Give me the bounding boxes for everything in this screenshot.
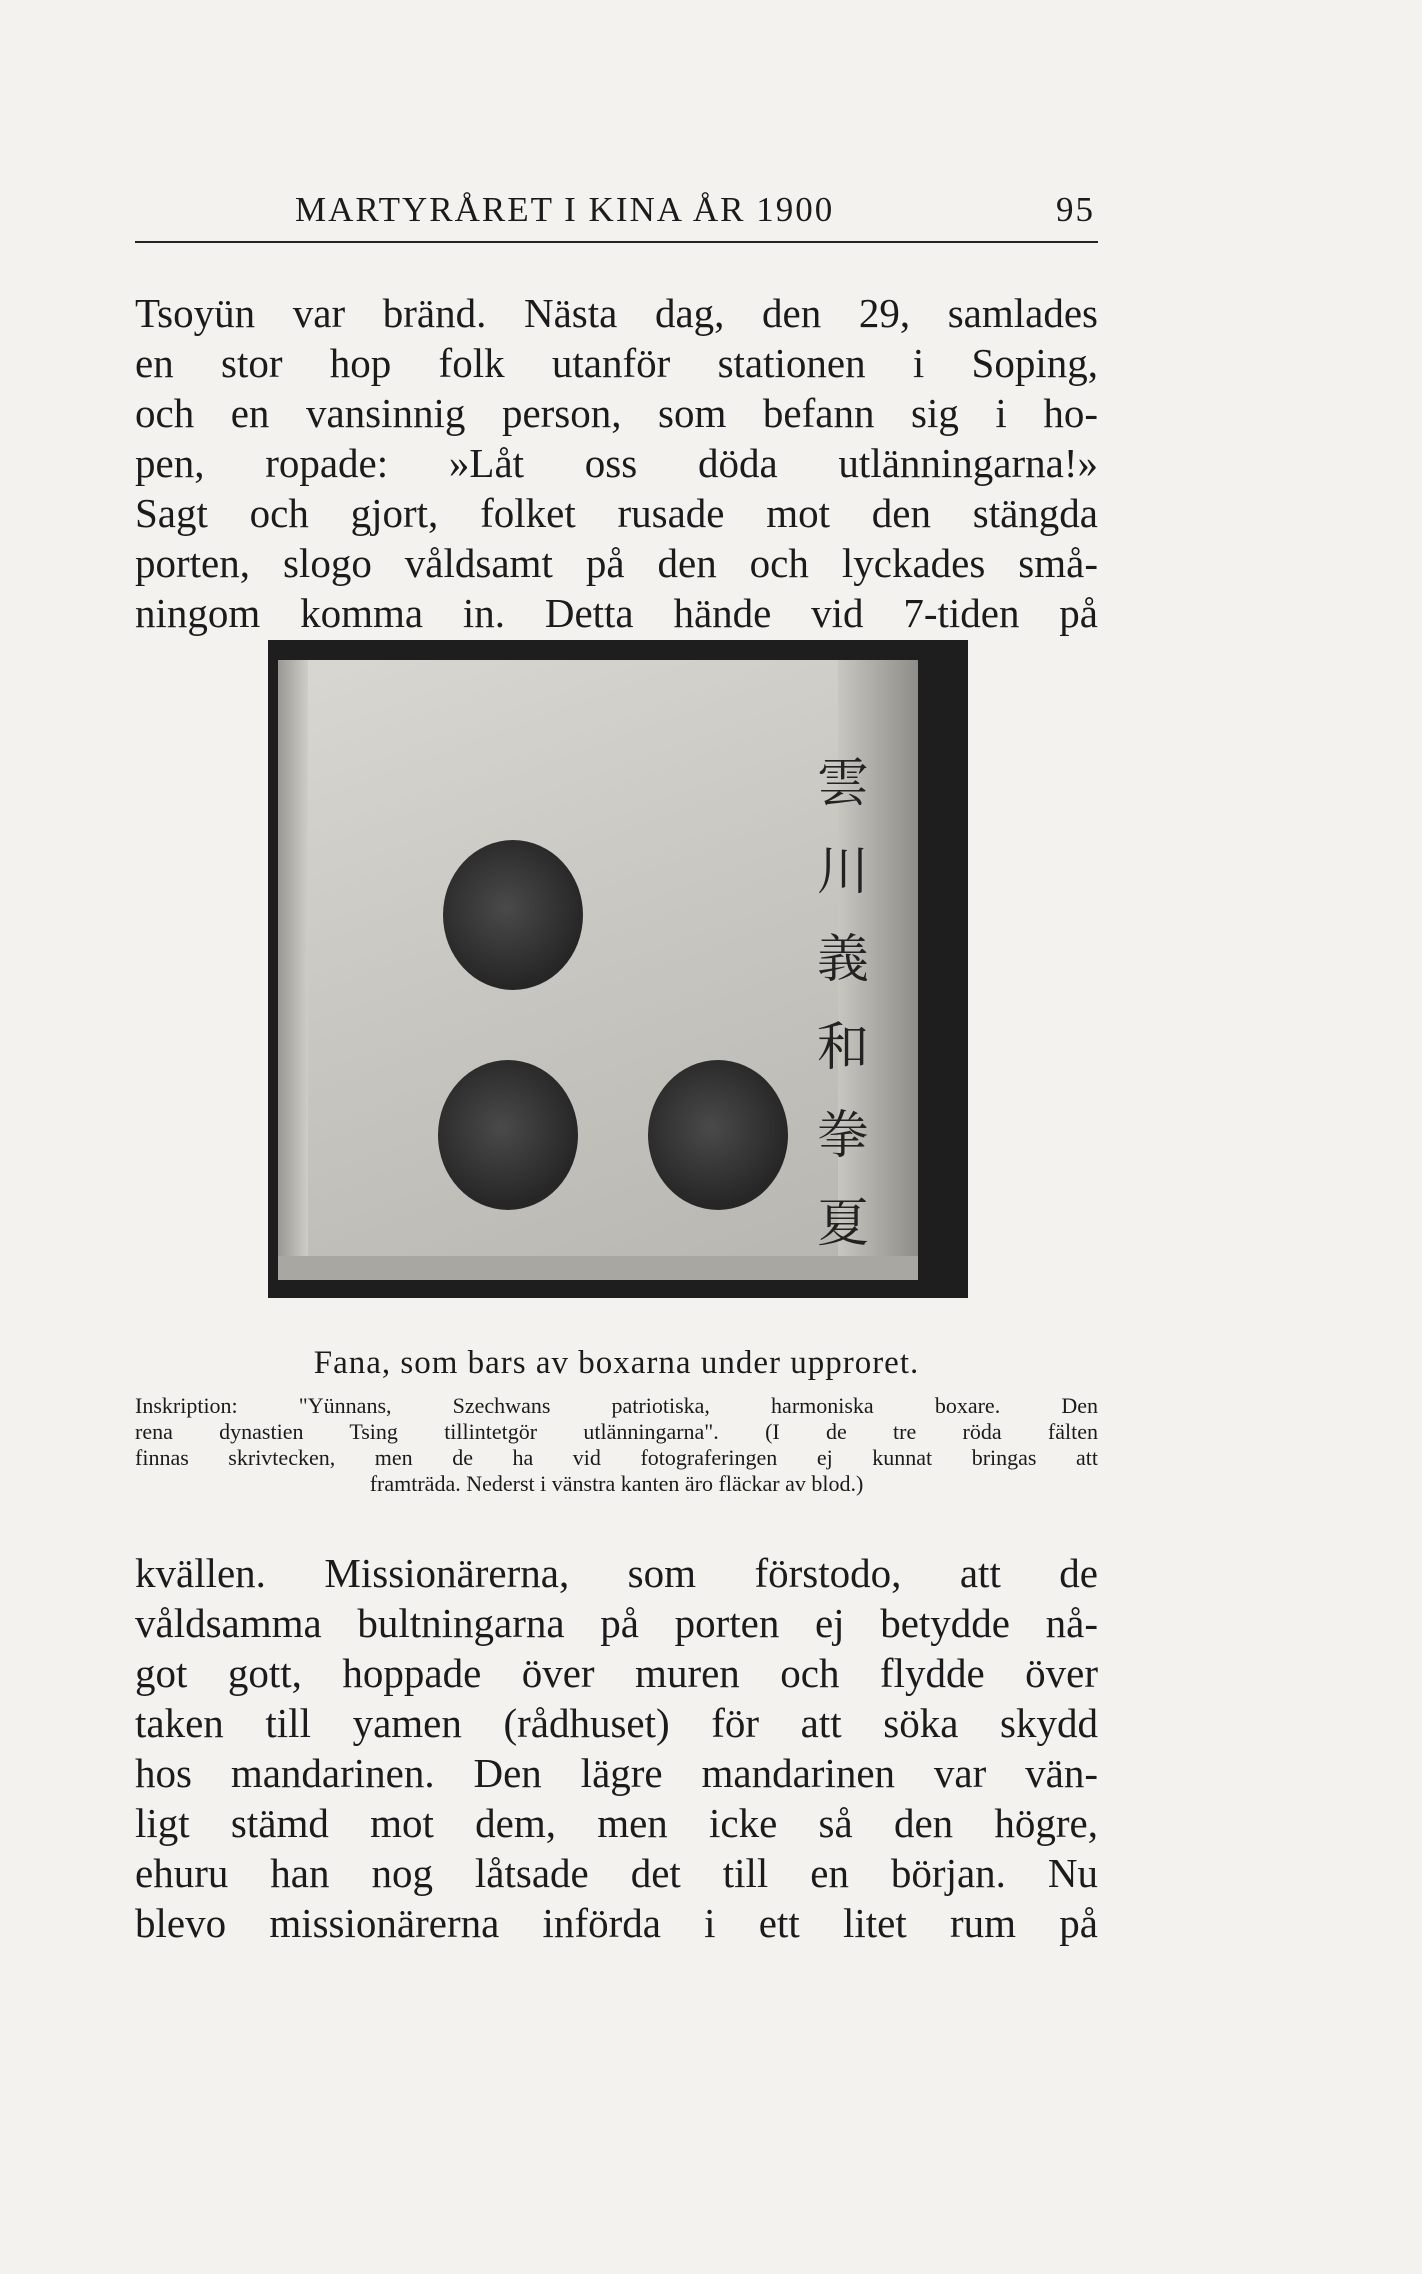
text-line: hos mandarinen. Den lägre mandarinen var vän- [135, 1750, 1098, 1796]
flag-circle-top [443, 840, 583, 990]
text-line: porten, slogo våldsamt på den och lyckades små- [135, 540, 1098, 586]
caption-line: framträda. Nederst i vänstra kanten äro fläckar av blod.) [369, 1471, 864, 1496]
flag-character: 和 [816, 1018, 869, 1078]
flag-character: 雲 [816, 754, 869, 814]
text-line: taken till yamen (rådhuset) för att söka skydd [135, 1700, 1098, 1746]
text-line: Tsoyün var bränd. Nästa dag, den 29, samlades [135, 290, 1098, 336]
text-line: got gott, hoppade över muren och flydde över [135, 1650, 1098, 1696]
flag-circle-bottom-right [648, 1060, 788, 1210]
caption-line: rena dynastien Tsing tillintetgör utlänningarna". (I de tre röda fälten [135, 1419, 1098, 1444]
figure-caption: Fana, som bars av boxarna under upproret. [313, 1345, 920, 1381]
caption-line: finnas skrivtecken, men de ha vid fotograferingen ej kunnat bringas att [135, 1445, 1098, 1470]
text-line: ningom komma in. Detta hände vid 7-tiden på [135, 590, 1098, 636]
boxer-flag-photograph [268, 640, 968, 1298]
header-rule [135, 241, 1098, 243]
paragraph-bottom [135, 1548, 1098, 1948]
text-line: våldsamma bultningarna på porten ej betydde nå- [135, 1600, 1098, 1646]
flag-character: 夏 [816, 1194, 869, 1254]
text-line: Sagt och gjort, folket rusade mot den stängda [135, 490, 1098, 536]
paragraph-top [135, 288, 1098, 638]
flag [278, 660, 918, 1280]
flag-circle-bottom-left [438, 1060, 578, 1210]
running-title: MARTYRÅRET I KINA ÅR 1900 [295, 190, 835, 229]
flag-inscription [813, 740, 873, 1268]
flag-character: 川 [816, 842, 869, 902]
caption-line: Inskription: "Yünnans, Szechwans patriotiska, harmoniska boxare. Den [135, 1393, 1098, 1418]
flag-character: 拳 [816, 1106, 869, 1166]
text-line: blevo missionärerna införda i ett litet rum på [135, 1900, 1098, 1946]
text-line: ehuru han nog låtsade det till en början. Nu [135, 1850, 1098, 1896]
text-line: kvällen. Missionärerna, som förstodo, att de [135, 1550, 1098, 1596]
text-line: pen, ropade: »Låt oss döda utlänningarna!» [135, 440, 1098, 486]
flag-left-fold [278, 660, 308, 1280]
text-line: ligt stämd mot dem, men icke så den högre, [135, 1800, 1098, 1846]
text-line: och en vansinnig person, som befann sig i ho- [135, 390, 1098, 436]
flag-character: 義 [816, 930, 869, 990]
text-line: en stor hop folk utanför stationen i Soping, [135, 340, 1098, 386]
figure-caption-detail [135, 1393, 1098, 1497]
running-header [140, 190, 1095, 240]
page-number: 95 [1056, 190, 1095, 229]
